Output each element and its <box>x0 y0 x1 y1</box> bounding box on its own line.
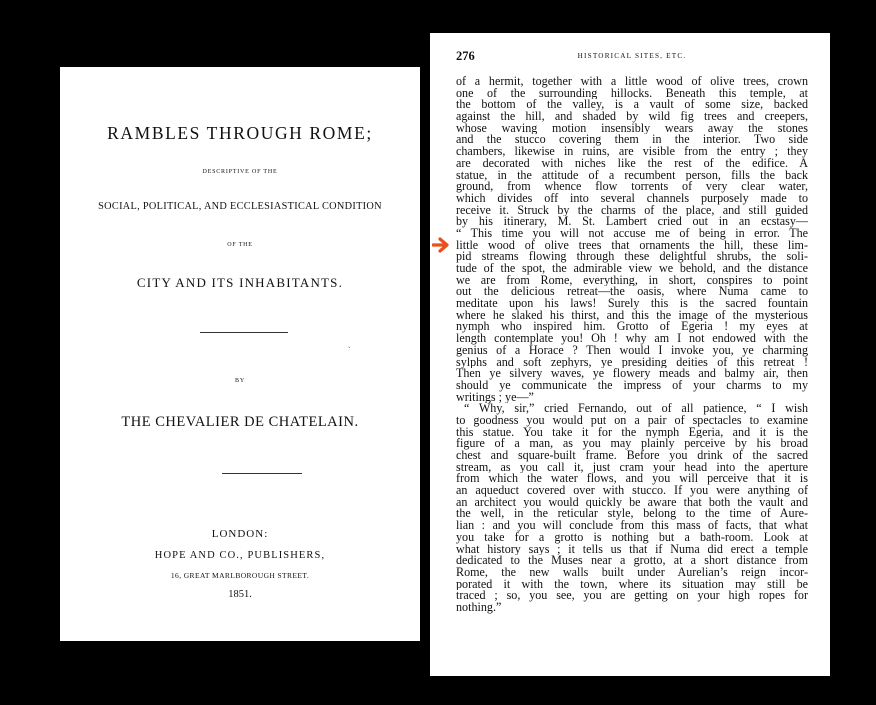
text-line: pid streams flowing through these delightful shrubs, the soli- <box>456 251 808 263</box>
text-line: Rome, the new walls built under Aurelian’s reign incor- <box>456 566 808 579</box>
orange-arrow-icon <box>432 236 460 254</box>
text-line: little wood of olive trees that ornaments the hill, these lim- <box>456 239 808 252</box>
text-line: lian : and you will conclude from this mass of facts, that what <box>456 520 808 532</box>
text-line: from which the water flows, and you will perceive that it is <box>456 473 808 486</box>
text-line: and the stucco covering them in the interior. Two side <box>456 134 808 147</box>
imprint-year: 1851. <box>228 589 252 600</box>
text-line: writings ; ye—” <box>456 391 534 404</box>
subtitle-city: CITY AND ITS INHABITANTS. <box>136 275 344 290</box>
text-line: nothing.” <box>456 601 502 614</box>
text-line: Then ye silvery waves, ye flowery meads and balmy air, then <box>456 368 808 380</box>
author-divider-rule <box>222 473 302 474</box>
text-line: are decorated with niches like the rest of the edifice. A <box>456 157 808 170</box>
by-label: BY <box>235 378 245 384</box>
title-page <box>60 67 420 641</box>
text-line: of a hermit, together with a little wood of olive trees, crown <box>456 76 808 88</box>
text-line: stream, as you call it, just cram your head into the aperture <box>456 461 808 474</box>
text-line: the bottom of the valley, is a vault of some size, backed <box>456 99 808 112</box>
page-header <box>456 49 808 63</box>
of-the-label: OF THE <box>227 242 253 248</box>
text-line: we are from Rome, everything, in short, conspires to point <box>456 274 808 287</box>
text-line: length contemplate you! Oh ! why am I not endowed with the <box>456 333 808 345</box>
text-line: sylphs and soft zephyrs, ye presiding deities of this retreat ! <box>456 356 808 369</box>
text-line: you take for a grotto is nothing but a bath-room. Look at <box>456 531 808 544</box>
text-page <box>430 33 830 676</box>
text-line: by his itinerary, M. St. Lambert cried out in an ecstasy— <box>456 216 808 228</box>
text-line: ground, from whence flow torrents of very clear water, <box>456 181 808 193</box>
text-line: what history says ; it tells us that if Numa did erect a temple <box>456 543 808 556</box>
text-line: meditate upon his laws! Surely this is the sacred fountain <box>456 298 808 310</box>
running-head: HISTORICAL SITES, ETC. <box>577 52 687 60</box>
descriptive-of-label: DESCRIPTIVE OF THE <box>202 169 278 175</box>
text-line: receive it. Struck by the charms of the place, and still guided <box>456 204 808 217</box>
text-line: nymph who inspired him. Grotto of Egeria ! my eyes at <box>456 321 808 334</box>
subtitle-condition: SOCIAL, POLITICAL, AND ECCLESIASTICAL CONDITION <box>98 201 382 212</box>
imprint-address: 16, GREAT MARLBOROUGH STREET. <box>170 571 310 580</box>
ink-mark: ˏ <box>348 339 351 348</box>
text-line: chambers, likewise in ruins, are visible from the entry ; they <box>456 146 808 158</box>
text-line: porated it with the town, where its situation may still be <box>456 578 808 591</box>
text-line: where he slaked his thirst, and this the image of the mysterious <box>456 309 808 322</box>
text-line: statue, in the attitude of a recumbent person, fills the back <box>456 169 808 182</box>
text-line: out the delicious retreat—the oasis, where Numa came to <box>456 286 808 299</box>
text-line: genius of a Horace ? Then would I invoke you, ye charming <box>456 344 808 357</box>
text-line: should ye communicate the impress of your charms to my <box>456 379 808 392</box>
text-line: “ Why, sir,” cried Fernando, out of all patience, “ I wish <box>464 403 808 415</box>
text-line: “ This time you will not accuse me of being in error. The <box>456 227 808 240</box>
text-line: which divides off into several channels purposely made to <box>456 192 808 205</box>
text-line: chest and square-built frame. Before you drink of the sacred <box>456 450 808 462</box>
text-line: dedicated to the Muses near a grotto, at a short distance from <box>456 555 808 567</box>
imprint-city: LONDON: <box>211 528 269 540</box>
text-line: whose waving motion insensibly wears away the stones <box>456 122 808 135</box>
imprint-publisher: HOPE AND CO., PUBLISHERS, <box>154 550 326 561</box>
text-line: an aqueduct covered over with stucco. If you were anything of <box>456 485 808 497</box>
text-line: this statue. You take it for the nymph Egeria, and it is the <box>456 426 808 439</box>
text-line: an architect you would quickly be aware that both the vault and <box>456 496 808 509</box>
text-line: figure of a man, as you may plainly perceive by his broad <box>456 438 808 450</box>
author-name: THE CHEVALIER DE CHATELAIN. <box>121 414 359 430</box>
title-divider-rule <box>200 332 288 333</box>
body-text <box>456 76 808 614</box>
text-line: traced ; so, you see, you are getting on your high ropes for <box>456 590 808 602</box>
text-line: tude of the spot, the admirable view we behold, and the distance <box>456 263 808 275</box>
book-title: RAMBLES THROUGH ROME; <box>107 123 373 143</box>
text-line: the well, in the reticular style, belong to the time of Aure- <box>456 508 808 521</box>
text-line: one of the surrounding hillocks. Beneath this temple, at <box>456 87 808 100</box>
text-line: against the hill, and shaded by wild fig trees and creepers, <box>456 111 808 123</box>
text-line: to goodness you would put on a pair of spectacles to examine <box>456 414 808 427</box>
page-number: 276 <box>456 49 475 63</box>
